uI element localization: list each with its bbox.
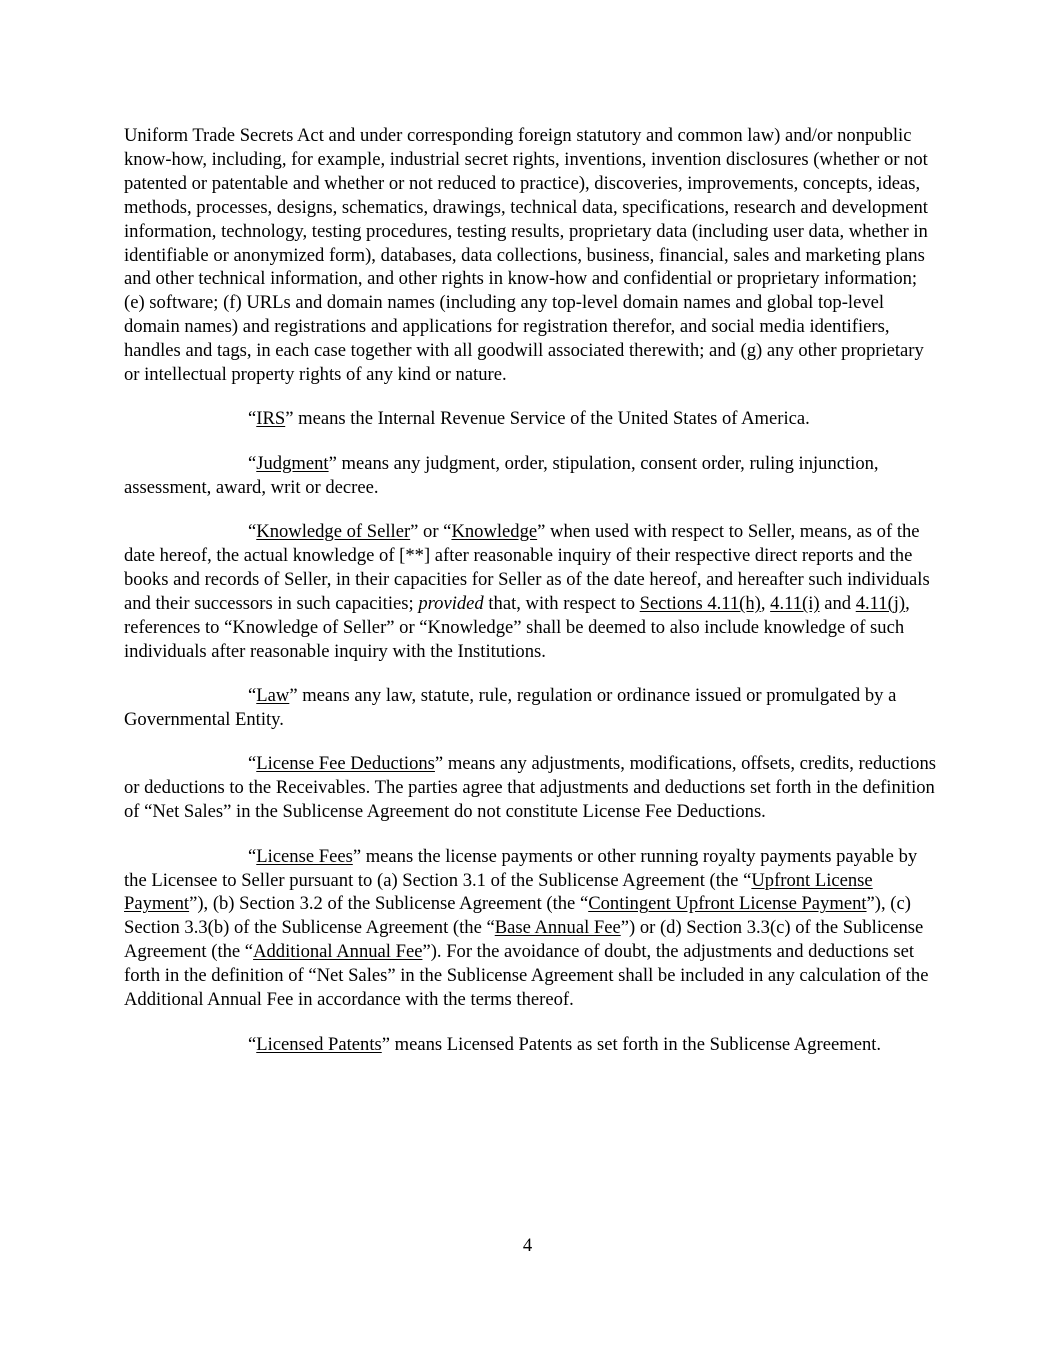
definition-license-fee-deductions: “License Fee Deductions” means any adjustments, modifications, offsets, credits, reductions or deductions to the Receivables. The parties agree that adjustments and deductions set forth in the definition of “Net Sales” in the Sublicense Agreement do not constitute License Fee Deductions. (124, 753, 936, 823)
term-knowledge-of-seller: Knowledge of Seller (256, 521, 411, 543)
term-irs: IRS (256, 408, 286, 430)
definition-knowledge-of-seller: “Knowledge of Seller” or “Knowledge” when used with respect to Seller, means, as of the date hereof, the actual knowledge of [**] after reasonable inquiry of their respective direct reports and the books and records of Seller, in their capacities for Seller as of the date hereof, and hereafter such individuals and their successors in such capacities; provided that, with respect to Sections 4.11(h), 4.11(i) and 4.11(j), references to “Knowledge of Seller” or “Knowledge” shall be deemed to also include knowledge of such individuals after reasonable inquiry with the Institutions. (124, 521, 930, 662)
term-licensed-patents: Licensed Patents (256, 1033, 382, 1055)
definition-licensed-patents: “Licensed Patents” means Licensed Patents as set forth in the Sublicense Agreement. (248, 1033, 882, 1055)
term-additional-annual-fee: Additional Annual Fee (253, 941, 423, 963)
definition-judgment: “Judgment” means any judgment, order, stipulation, consent order, ruling injunction, assessment, award, writ or decree. (124, 452, 879, 498)
term-judgment: Judgment (256, 452, 329, 474)
definition-license-fees: “License Fees” means the license payments or other running royalty payments payable by the Licensee to Seller pursuant to (a) Section 3.1 of the Sublicense Agreement (the “Upfront License Payment”), (b) Section 3.2 of the Sublicense Agreement (the “Contingent Upfront License Payment”), (c) Section 3.3(b) of the Sublicense Agreement (the “Base Annual Fee”) or (d) Section 3.3(c) of the Sublicense Agreement (the “Additional Annual Fee”). For the avoidance of doubt, the adjustments and deductions set forth in the definition of “Net Sales” in the Sublicense Agreement shall be included in any calculation of the Additional Annual Fee in accordance with the terms thereof. (124, 845, 929, 1011)
section-ref-4-11-j: 4.11(j) (855, 592, 906, 614)
definition-law: “Law” means any law, statute, rule, regulation or ordinance issued or promulgated by a Governmental Entity. (124, 685, 897, 731)
document-page (124, 124, 936, 1077)
definition-irs: “IRS” means the Internal Revenue Service of the United States of America. (248, 408, 810, 430)
term-contingent-upfront-license-payment: Contingent Upfront License Payment (588, 893, 867, 915)
provided-italic: provided (418, 592, 484, 614)
ip-definition-continuation: Uniform Trade Secrets Act and under corresponding foreign statutory and common law) and/or nonpublic know-how, including, for example, industrial secret rights, inventions, invention disclosures (whether or not patented or patentable and whether or not reduced to practice), discoveries, improvements, concepts, ideas, methods, processes, designs, schematics, drawings, technical data, specifications, research and development information, technology, testing procedures, testing results, proprietary data (including user data, whether in identifiable or anonymized form), databases, data collections, business, financial, sales and marketing plans and other technical information, and other rights in know-how and confidential or proprietary information; (e) software; (f) URLs and domain names (including any top-level domain names and global top-level domain names) and registrations and applications for registration therefor, and social media identifiers, handles and tags, in each case together with all goodwill associated therewith; and (g) any other proprietary or intellectual property rights of any kind or nature. (124, 125, 928, 386)
section-ref-4-11-i: 4.11(i) (770, 592, 820, 614)
term-base-annual-fee: Base Annual Fee (494, 917, 621, 939)
term-law: Law (256, 685, 290, 707)
term-knowledge: Knowledge (451, 521, 538, 543)
page-number: 4 (522, 1235, 533, 1256)
term-license-fees: License Fees (256, 845, 353, 867)
term-license-fee-deductions: License Fee Deductions (256, 753, 435, 775)
section-ref-4-11-h: Sections 4.11(h) (639, 592, 761, 614)
term-upfront-license-payment: Upfront License Payment (124, 869, 873, 915)
